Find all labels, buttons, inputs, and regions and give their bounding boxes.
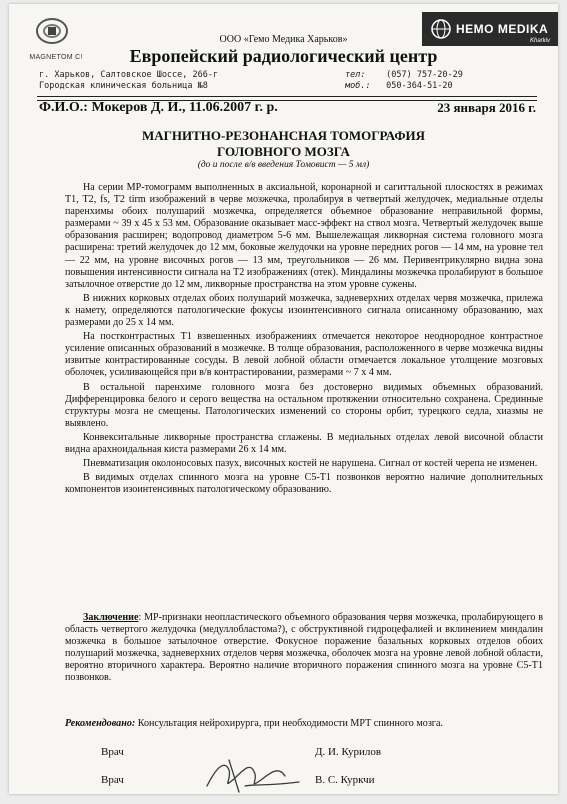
center-title: Европейский радиологический центр <box>129 46 438 66</box>
recommendation-label: Рекомендовано: <box>65 718 136 729</box>
conclusion-text: : МР-признаки неопластического объемного образования червя мозжечка, пролабирующего в область четвертого желудочка (медуллобластома?), с обструктивной гидроцефалией и вклинением миндалин мозжечка в большое затылочное отверстие. Фокусное поражение базальных корковых отделов обоих полушарий мозжечка, задневерхних отделов червя мозжечка, оболочек мозга на уровне левой лобной области, вероятно вторичного характера. Вероятно наличие вторичного поражения спинного мозга на уровне С5-Т1 позвонков. <box>65 612 543 684</box>
report-title: МАГНИТНО-РЕЗОНАНСНАЯ ТОМОГРАФИЯ <box>141 128 426 143</box>
magnetom-logo-caption: MAGNETOM C! <box>29 54 83 61</box>
findings-paragraph: На постконтрастных T1 взвешенных изображениях отмечается некоторое неоднородное контрастное усиление описанных образований в мозжечке. В толще образования, расположенного в черве мозжечка видны извитые контрастированные сосуды. В левой лобной области отмечается локальное утолщение мозговых оболочек, усиливающейся при в/в контрастировании, размерами ~ 7 х 4 мм. <box>65 331 543 379</box>
findings-body <box>65 182 543 498</box>
conclusion-block <box>65 612 543 685</box>
conclusion-label: Заключение <box>83 612 139 623</box>
findings-paragraph: На серии МР-томограмм выполненных в аксиальной, коронарной и сагиттальной плоскостях в режимах T1, T2, fs, T2 tirm изображений в черве мозжечка, пролабируя в четвертый желудочек, медиальные отделы паренхимы обоих полушарий мозжечка, определяется объемное образование неправильной формы, размерами ~ 39 х 45 х 53 мм. Образование оказывает масс-эффект на ствол мозга. Четвертый желудочек выше образования расширен; водопровод диаметром 5-6 мм. Вышележащая ликворная система головного мозга расширена: третий желудочек до 12 мм, боковые желудочки на уровне передних рогов — 14 мм, на уровне тел — 22 мм, на уровне височных рогов — 13 мм, треугольников — 26 мм. Перивентрикулярно видна зона повышения интенсивности сигнала на T2 изображениях (отек). Миндалины мозжечка пролабируют в большое затылочное отверстие до 12 мм, ликворные пространства на этом уровне сужены. <box>65 182 543 290</box>
mobile-value: 050-364-51-20 <box>386 81 453 91</box>
phone-label: тел: <box>345 70 366 80</box>
signature-role: Врач <box>101 774 124 786</box>
conclusion-paragraph <box>65 612 543 685</box>
recommendation-text: Консультация нейрохирурга, при необходимости МРТ спинного мозга. <box>135 718 443 729</box>
findings-paragraph: В остальной паренхиме головного мозга без достоверно видимых объемных образований. Дифференцировка белого и серого вещества на остальном протяжении относительно сохранена. Срединные структуры мозга не смещены. Патологических изменений со стороны орбит, турецкого седла, хиазмы не выявлено. <box>65 381 543 429</box>
phone-value: (057) 757-20-29 <box>386 70 463 80</box>
report-title-line2: ГОЛОВНОГО МОЗГА <box>217 144 350 159</box>
signature-role: Врач <box>101 746 124 758</box>
organization-name: ООО «Гемо Медика Харьков» <box>219 34 348 45</box>
mobile-label: моб.: <box>345 81 371 91</box>
report-subtitle: (до и после в/в введения Томовист — 5 мл) <box>197 160 370 170</box>
hemo-medika-logo-text: HEMO MEDIKA <box>456 22 549 36</box>
handwritten-signature <box>199 756 319 794</box>
findings-paragraph: Пневматизация околоносовых пазух, височных костей не нарушена. Сигнал от костей черепа не изменен. <box>83 458 538 470</box>
hemo-medika-logo-sub: Kharkiv <box>529 38 550 44</box>
phone-row <box>345 70 545 81</box>
signature-name: В. С. Куркчи <box>315 774 375 786</box>
hospital-line: Городская клиническая больница №8 <box>39 81 208 91</box>
findings-paragraph: В видимых отделах спинного мозга на уровне С5-Т1 позвонков вероятно наличие дополнительных компонентов изоинтенсивных патологическому образованию. <box>65 472 543 496</box>
findings-paragraph: Конвекситальные ликворные пространства сглажены. В медиальных отделах левой височной области видна арахноидальная киста размерами 26 х 14 мм. <box>65 431 543 455</box>
address-block <box>39 70 309 92</box>
signature-name: Д. И. Курилов <box>315 746 382 758</box>
address-line: г. Харьков, Салтовское Шоссе, 266-г <box>39 70 219 80</box>
recommendation-block <box>65 718 543 730</box>
contacts-block <box>345 70 545 92</box>
exam-date: 23 января 2016 г. <box>437 100 536 115</box>
findings-paragraph: В нижних корковых отделах обоих полушарий мозжечка, задневерхних отделах червя мозжечка, прилежа к намету, определяются патологические фокусы изоинтенсивного сигнала описанному образованию, мах размерами до 25 х 14 мм. <box>65 292 543 329</box>
patient-line: Ф.И.О.: Мокеров Д. И., 11.06.2007 г. р. <box>39 100 278 115</box>
document-page <box>9 4 558 794</box>
mobile-row <box>345 81 545 92</box>
